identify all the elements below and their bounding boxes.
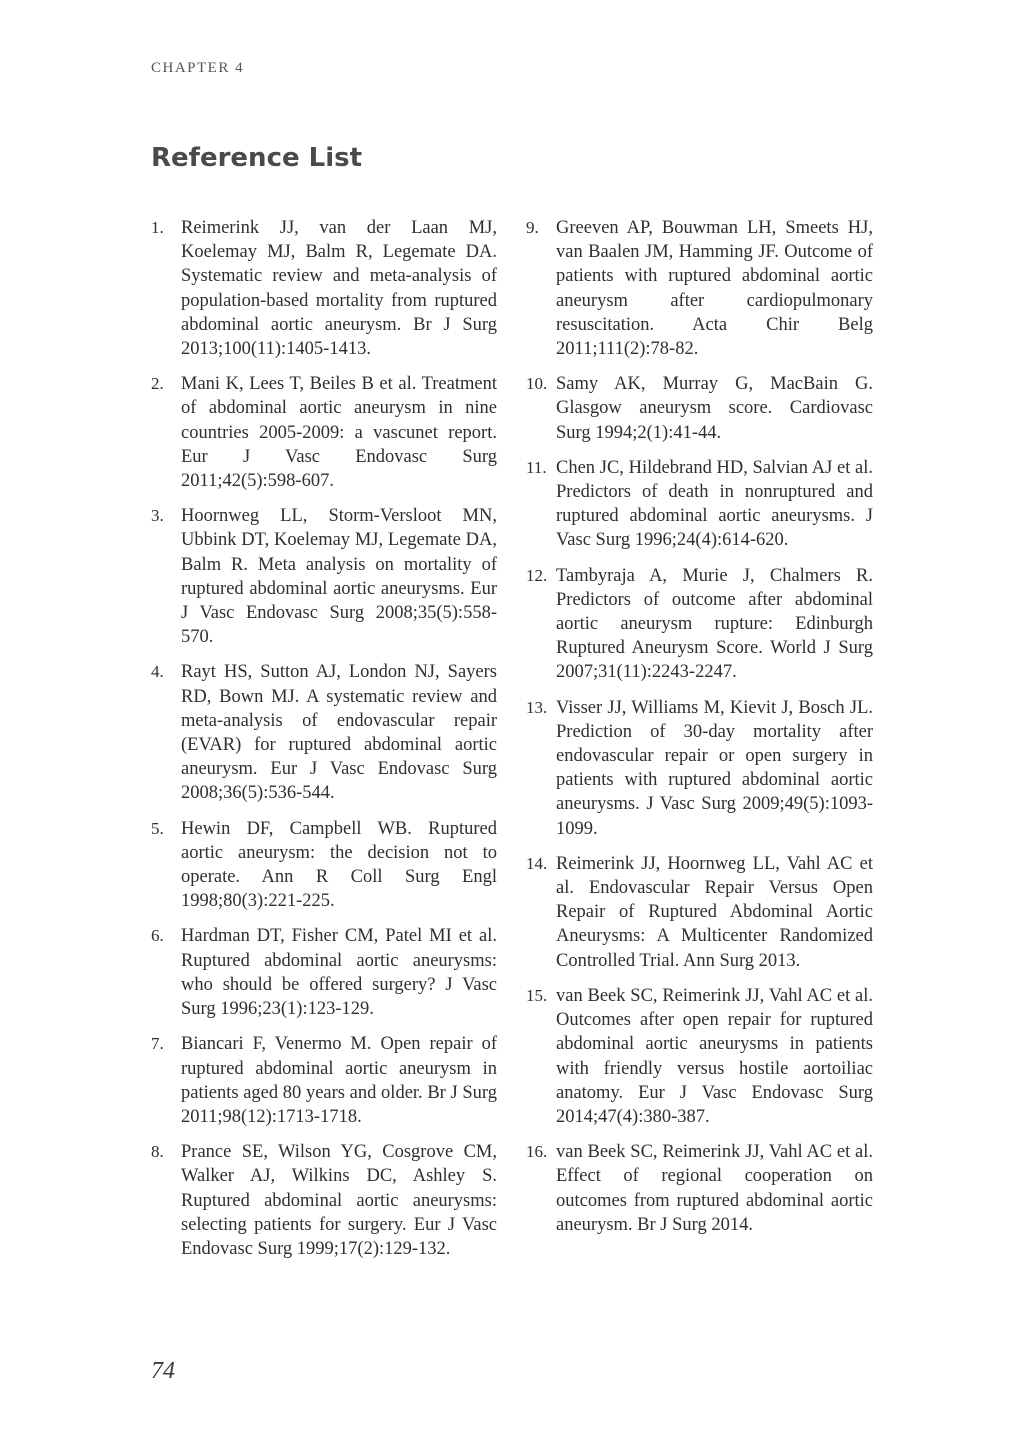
reference-item	[526, 1140, 873, 1237]
reference-item	[151, 1032, 497, 1129]
reference-number: 13.	[526, 697, 548, 717]
reference-number: 14.	[526, 853, 548, 873]
reference-item	[526, 852, 873, 973]
reference-text: Hoornweg LL, Storm-Versloot MN, Ubbink DT, Koelemay MJ, Legemate DA, Balm R. Meta analysis on mortality of ruptured abdominal aortic aneurysms. Eur J Vasc Endovasc Surg 2008;35(5):558-570.	[181, 506, 497, 648]
reference-text: Biancari F, Venermo M. Open repair of ruptured abdominal aortic aneurysm in patients aged 80 years and older. Br J Surg 2011;98(12):1713-1718.	[181, 1034, 497, 1127]
reference-number: 6.	[151, 926, 164, 946]
reference-number: 4.	[151, 662, 164, 682]
reference-item	[526, 564, 873, 685]
reference-number: 2.	[151, 374, 164, 394]
reference-text: Hewin DF, Campbell WB. Ruptured aortic aneurysm: the decision not to operate. Ann R Coll Surg Engl 1998;80(3):221-225.	[181, 818, 497, 912]
reference-text: Mani K, Lees T, Beiles B et al. Treatment of abdominal aortic aneurysm in nine countries 2005-2009: a vascunet report. Eur J Vasc Endovasc Surg 2011;42(5):598-607.	[181, 374, 497, 492]
reference-text: Rayt HS, Sutton AJ, London NJ, Sayers RD, Bown MJ. A systematic review and meta-analysis of endovascular repair (EVAR) for ruptured abdominal aortic aneurysm. Eur J Vasc Endovasc Surg 2008;36(5):536-544.	[181, 662, 497, 804]
reference-text: Tambyraja A, Murie J, Chalmers R. Predictors of outcome after abdominal aortic aneurysm rupture: Edinburgh Ruptured Aneurysm Score. World J Surg 2007;31(11):2243-2247.	[556, 565, 873, 683]
reference-number: 16.	[526, 1142, 548, 1162]
reference-number: 11.	[526, 457, 547, 477]
reference-item	[151, 216, 497, 361]
reference-text: Prance SE, Wilson YG, Cosgrove CM, Walker AJ, Wilkins DC, Ashley S. Ruptured abdominal aortic aneurysms: selecting patients for surgery. Eur J Vasc Endovasc Surg 1999;17(2):129-132.	[181, 1142, 497, 1259]
reference-number: 3.	[151, 506, 164, 526]
reference-text: Reimerink JJ, Hoornweg LL, Vahl AC et al. Endovascular Repair Versus Open Repair of Ruptured Abdominal Aortic Aneurysms: A Multicenter Randomized Controlled Trial. Ann Surg 2013.	[556, 853, 873, 971]
reference-item	[526, 372, 873, 445]
reference-number: 10.	[526, 374, 548, 394]
reference-number: 5.	[151, 818, 164, 838]
reference-item	[151, 924, 497, 1021]
reference-number: 1.	[151, 218, 164, 237]
reference-item	[526, 696, 873, 841]
chapter-label: CHAPTER 4	[151, 60, 245, 76]
reference-item	[151, 504, 497, 649]
page-title: Reference List	[151, 143, 363, 173]
reference-number: 8.	[151, 1142, 164, 1162]
reference-column-left	[151, 216, 497, 1272]
reference-item	[151, 372, 497, 493]
reference-text: Chen JC, Hildebrand HD, Salvian AJ et al. Predictors of death in nonruptured and ruptured abdominal aortic aneurysms. J Vasc Surg 1996;24(4):614-620.	[556, 457, 873, 551]
reference-item	[526, 456, 873, 553]
reference-text: Samy AK, Murray G, MacBain G. Glasgow aneurysm score. Cardiovasc Surg 1994;2(1):41-44.	[556, 374, 873, 443]
reference-text: Greeven AP, Bouwman LH, Smeets HJ, van Baalen JM, Hamming JF. Outcome of patients with ruptured abdominal aortic aneurysm after cardiopulmonary resuscitation. Acta Chir Belg 2011;111(2):78-82.	[556, 218, 873, 360]
reference-text: van Beek SC, Reimerink JJ, Vahl AC et al. Outcomes after open repair for ruptured abdominal aortic aneurysms in patients with friendly versus hostile aortoiliac anatomy. Eur J Vasc Endovasc Surg 2014;47(4):380-387.	[556, 985, 873, 1127]
reference-text: van Beek SC, Reimerink JJ, Vahl AC et al. Effect of regional cooperation on outcomes from ruptured abdominal aortic aneurysm. Br J Surg 2014.	[556, 1142, 873, 1235]
reference-number: 9.	[526, 218, 539, 237]
reference-item	[151, 817, 497, 914]
reference-item	[526, 216, 873, 361]
reference-text: Visser JJ, Williams M, Kievit J, Bosch JL. Prediction of 30-day mortality after endovascular repair or open surgery in patients with ruptured abdominal aortic aneurysms. J Vasc Surg 2009;49(5):1093-1099.	[556, 697, 873, 839]
reference-item	[151, 660, 497, 805]
reference-number: 12.	[526, 565, 548, 585]
reference-number: 7.	[151, 1034, 164, 1054]
reference-column-right	[526, 216, 873, 1248]
reference-text: Reimerink JJ, van der Laan MJ, Koelemay MJ, Balm R, Legemate DA. Systematic review and meta-analysis of population-based mortality from ruptured abdominal aortic aneurysm. Br J Surg 2013;100(11):1405-1413.	[181, 218, 497, 360]
reference-text: Hardman DT, Fisher CM, Patel MI et al. Ruptured abdominal aortic aneurysms: who should be offered surgery? J Vasc Surg 1996;23(1):123-129.	[181, 926, 497, 1020]
reference-item	[151, 1140, 497, 1261]
reference-item	[526, 984, 873, 1129]
reference-number: 15.	[526, 985, 548, 1005]
page-number: 74	[151, 1358, 175, 1384]
